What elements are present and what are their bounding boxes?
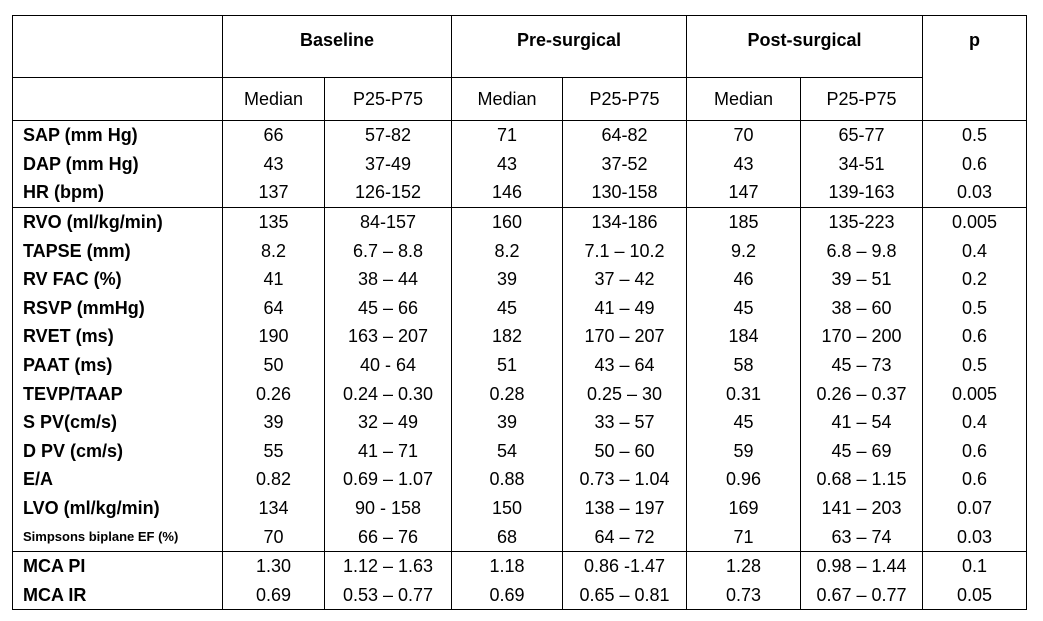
value-cell: 0.96 (687, 465, 801, 494)
row-label: TEVP/TAAP (13, 379, 223, 408)
row-label: DAP (mm Hg) (13, 150, 223, 179)
value-cell: 45 (687, 408, 801, 437)
table-row (13, 322, 1027, 351)
value-cell: 90 - 158 (325, 494, 452, 523)
value-cell: 41 – 49 (563, 294, 687, 323)
value-cell: 41 – 54 (801, 408, 923, 437)
value-cell: 41 (223, 265, 325, 294)
value-cell: 39 – 51 (801, 265, 923, 294)
value-cell: 65-77 (801, 121, 923, 150)
value-cell: 184 (687, 322, 801, 351)
value-cell: 139-163 (801, 178, 923, 207)
value-cell: 51 (452, 351, 563, 380)
value-cell: 134 (223, 494, 325, 523)
value-cell: 50 (223, 351, 325, 380)
value-cell: 8.2 (452, 236, 563, 265)
value-cell: 64 (223, 294, 325, 323)
value-cell: 9.2 (687, 236, 801, 265)
table-row (13, 351, 1027, 380)
value-cell: 0.73 – 1.04 (563, 465, 687, 494)
p-value-cell: 0.4 (923, 236, 1027, 265)
value-cell: 37 – 42 (563, 265, 687, 294)
value-cell: 0.86 -1.47 (563, 551, 687, 580)
header-sub-blank (13, 78, 223, 121)
value-cell: 0.31 (687, 379, 801, 408)
value-cell: 1.12 – 1.63 (325, 551, 452, 580)
row-label: RSVP (mmHg) (13, 294, 223, 323)
value-cell: 0.25 – 30 (563, 379, 687, 408)
value-cell: 163 – 207 (325, 322, 452, 351)
table-body (13, 121, 1027, 610)
value-cell: 70 (687, 121, 801, 150)
table-row (13, 408, 1027, 437)
value-cell: 0.88 (452, 465, 563, 494)
value-cell: 39 (223, 408, 325, 437)
value-cell: 8.2 (223, 236, 325, 265)
row-label: MCA IR (13, 581, 223, 610)
value-cell: 137 (223, 178, 325, 207)
row-label: D PV (cm/s) (13, 437, 223, 466)
value-cell: 64 – 72 (563, 522, 687, 551)
p-value-cell: 0.07 (923, 494, 1027, 523)
p-value-cell: 0.1 (923, 551, 1027, 580)
value-cell: 39 (452, 265, 563, 294)
header-row-groups (13, 16, 1027, 78)
p-value-cell: 0.4 (923, 408, 1027, 437)
value-cell: 34-51 (801, 150, 923, 179)
value-cell: 1.28 (687, 551, 801, 580)
value-cell: 32 – 49 (325, 408, 452, 437)
p-value-cell: 0.005 (923, 207, 1027, 236)
value-cell: 141 – 203 (801, 494, 923, 523)
value-cell: 45 (452, 294, 563, 323)
value-cell: 150 (452, 494, 563, 523)
table-row (13, 178, 1027, 207)
header-sub-median-baseline: Median (223, 78, 325, 121)
table-row (13, 294, 1027, 323)
value-cell: 134-186 (563, 207, 687, 236)
value-cell: 71 (452, 121, 563, 150)
value-cell: 66 – 76 (325, 522, 452, 551)
value-cell: 146 (452, 178, 563, 207)
value-cell: 0.26 – 0.37 (801, 379, 923, 408)
header-baseline: Baseline (223, 16, 452, 78)
header-p: p (923, 16, 1027, 121)
p-value-cell: 0.03 (923, 522, 1027, 551)
row-label: S PV(cm/s) (13, 408, 223, 437)
table-row (13, 236, 1027, 265)
value-cell: 38 – 60 (801, 294, 923, 323)
header-sub-median-pre: Median (452, 78, 563, 121)
value-cell: 130-158 (563, 178, 687, 207)
table-row (13, 522, 1027, 551)
table-row (13, 581, 1027, 610)
header-sub-range-pre: P25-P75 (563, 78, 687, 121)
value-cell: 0.69 – 1.07 (325, 465, 452, 494)
value-cell: 45 – 69 (801, 437, 923, 466)
table-row (13, 121, 1027, 150)
p-value-cell: 0.6 (923, 465, 1027, 494)
value-cell: 0.69 (452, 581, 563, 610)
header-corner-cell (13, 16, 223, 78)
value-cell: 147 (687, 178, 801, 207)
value-cell: 0.53 – 0.77 (325, 581, 452, 610)
results-table (12, 15, 1027, 610)
value-cell: 135-223 (801, 207, 923, 236)
value-cell: 70 (223, 522, 325, 551)
value-cell: 45 (687, 294, 801, 323)
value-cell: 182 (452, 322, 563, 351)
header-sub-range-baseline: P25-P75 (325, 78, 452, 121)
row-label: RVO (ml/kg/min) (13, 207, 223, 236)
p-value-cell: 0.2 (923, 265, 1027, 294)
row-label: MCA PI (13, 551, 223, 580)
table-row (13, 265, 1027, 294)
value-cell: 190 (223, 322, 325, 351)
value-cell: 37-49 (325, 150, 452, 179)
value-cell: 43 (223, 150, 325, 179)
value-cell: 0.26 (223, 379, 325, 408)
header-sub-range-post: P25-P75 (801, 78, 923, 121)
value-cell: 0.28 (452, 379, 563, 408)
value-cell: 43 – 64 (563, 351, 687, 380)
value-cell: 59 (687, 437, 801, 466)
value-cell: 57-82 (325, 121, 452, 150)
value-cell: 64-82 (563, 121, 687, 150)
row-label: Simpsons biplane EF (%) (13, 522, 223, 551)
value-cell: 71 (687, 522, 801, 551)
value-cell: 126-152 (325, 178, 452, 207)
value-cell: 160 (452, 207, 563, 236)
p-value-cell: 0.05 (923, 581, 1027, 610)
table-row (13, 207, 1027, 236)
value-cell: 68 (452, 522, 563, 551)
p-value-cell: 0.5 (923, 351, 1027, 380)
p-value-cell: 0.005 (923, 379, 1027, 408)
value-cell: 54 (452, 437, 563, 466)
value-cell: 135 (223, 207, 325, 236)
value-cell: 0.98 – 1.44 (801, 551, 923, 580)
row-label: SAP (mm Hg) (13, 121, 223, 150)
row-label: RV FAC (%) (13, 265, 223, 294)
value-cell: 43 (452, 150, 563, 179)
row-label: HR (bpm) (13, 178, 223, 207)
value-cell: 7.1 – 10.2 (563, 236, 687, 265)
row-label: LVO (ml/kg/min) (13, 494, 223, 523)
p-value-cell: 0.5 (923, 294, 1027, 323)
p-value-cell: 0.5 (923, 121, 1027, 150)
value-cell: 0.67 – 0.77 (801, 581, 923, 610)
value-cell: 138 – 197 (563, 494, 687, 523)
table-row (13, 150, 1027, 179)
value-cell: 46 (687, 265, 801, 294)
value-cell: 6.7 – 8.8 (325, 236, 452, 265)
value-cell: 66 (223, 121, 325, 150)
value-cell: 169 (687, 494, 801, 523)
value-cell: 55 (223, 437, 325, 466)
value-cell: 0.68 – 1.15 (801, 465, 923, 494)
value-cell: 33 – 57 (563, 408, 687, 437)
value-cell: 43 (687, 150, 801, 179)
value-cell: 45 – 66 (325, 294, 452, 323)
table-row (13, 379, 1027, 408)
value-cell: 84-157 (325, 207, 452, 236)
value-cell: 40 - 64 (325, 351, 452, 380)
value-cell: 170 – 200 (801, 322, 923, 351)
p-value-cell: 0.6 (923, 437, 1027, 466)
row-label: RVET (ms) (13, 322, 223, 351)
value-cell: 0.69 (223, 581, 325, 610)
p-value-cell: 0.03 (923, 178, 1027, 207)
value-cell: 0.24 – 0.30 (325, 379, 452, 408)
value-cell: 1.18 (452, 551, 563, 580)
row-label: E/A (13, 465, 223, 494)
header-post-surgical: Post-surgical (687, 16, 923, 78)
header-sub-median-post: Median (687, 78, 801, 121)
value-cell: 37-52 (563, 150, 687, 179)
row-label: PAAT (ms) (13, 351, 223, 380)
value-cell: 38 – 44 (325, 265, 452, 294)
value-cell: 185 (687, 207, 801, 236)
value-cell: 50 – 60 (563, 437, 687, 466)
value-cell: 58 (687, 351, 801, 380)
row-label: TAPSE (mm) (13, 236, 223, 265)
table-row (13, 437, 1027, 466)
value-cell: 63 – 74 (801, 522, 923, 551)
table-row (13, 551, 1027, 580)
value-cell: 41 – 71 (325, 437, 452, 466)
header-pre-surgical: Pre-surgical (452, 16, 687, 78)
value-cell: 45 – 73 (801, 351, 923, 380)
p-value-cell: 0.6 (923, 150, 1027, 179)
value-cell: 1.30 (223, 551, 325, 580)
value-cell: 170 – 207 (563, 322, 687, 351)
value-cell: 0.73 (687, 581, 801, 610)
value-cell: 39 (452, 408, 563, 437)
p-value-cell: 0.6 (923, 322, 1027, 351)
table-row (13, 465, 1027, 494)
value-cell: 6.8 – 9.8 (801, 236, 923, 265)
table-row (13, 494, 1027, 523)
value-cell: 0.82 (223, 465, 325, 494)
value-cell: 0.65 – 0.81 (563, 581, 687, 610)
header-row-sub (13, 78, 1027, 121)
